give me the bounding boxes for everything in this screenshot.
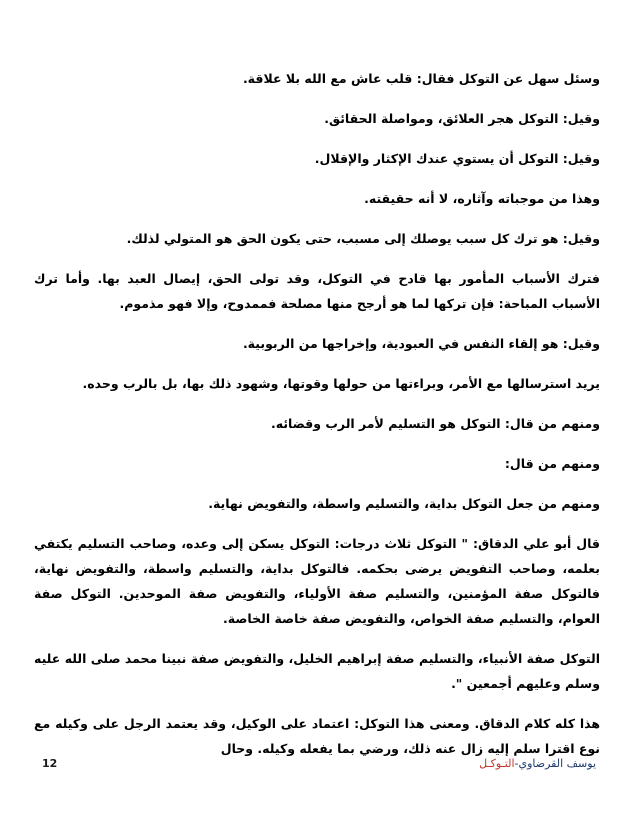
paragraph-7: وقيل: هو إلقاء النفس في العبودية، وإخراجها من الربوبية. [242, 336, 600, 351]
paragraph-11: ومنهم من جعل التوكل بداية، والتسليم واسطة، والتفويض نهاية. [208, 496, 600, 511]
page-body [34, 66, 600, 776]
footer-author: يوسف القرضاوي [518, 757, 596, 770]
page-number: 12 [42, 757, 58, 770]
paragraph-6: فترك الأسباب المأمور بها قادح في التوكل، وقد تولى الحق، إيصال العبد بها. وأما ترك الأسباب المباحة: فإن تركها لما هو أرجح منها مصلحة فممدوح، وإلا فهو مذموم. [34, 271, 600, 311]
footer-separator: - [514, 757, 519, 770]
paragraph-1: وسئل سهل عن التوكل فقال: قلب عاش مع الله بلا علاقة. [242, 71, 600, 86]
paragraph-13: التوكل صفة الأنبياء، والتسليم صفة إبراهيم الخليل، والتفويض صفة نبينا محمد صلى الله عليه وسلم وعليهم أجمعين ". [34, 651, 600, 691]
paragraph-9: ومنهم من قال: التوكل هو التسليم لأمر الرب وقضائه. [271, 416, 600, 431]
page-footer [34, 757, 604, 777]
footer-book-title: التـوكـل [479, 757, 515, 770]
paragraph-8: يريد استرسالها مع الأمر، وبراءتها من حولها وقوتها، وشهود ذلك بها، بل بالرب وحده. [82, 376, 600, 391]
paragraph-3: وقيل: التوكل أن يستوي عندك الإكثار والإقلال. [314, 151, 600, 166]
paragraph-5: وقيل: هو ترك كل سبب يوصلك إلى مسبب، حتى يكون الحق هو المتولي لذلك. [126, 231, 600, 246]
paragraph-12: قال أبو علي الدقاق: " التوكل ثلاث درجات: التوكل يسكن إلى وعده، وصاحب التسليم يكتفي بعلمه، وصاحب التفويض يرضى بحكمه. فالتوكل بداية، والتسليم واسطة، والتفويض نهاية، فالتوكل صفة المؤمنين، والتسليم صفة الأولياء، والتفويض صفة الموحدين. التوكل صفة العوام، والتسليم صفة الخواص، والتفويض صفة خاصة الخاصة. [34, 536, 600, 626]
paragraph-4: وهذا من موجباته وآثاره، لا أنه حقيقته. [364, 191, 600, 206]
paragraph-14: هذا كله كلام الدقاق. ومعنى هذا التوكل: اعتماد على الوكيل، وقد يعتمد الرجل على وكيله مع نوع اقترا سلم إليه زال عنه ذلك، ورضي بما يفعله وكيله. وحال [34, 716, 600, 756]
footer-credit [479, 757, 596, 770]
paragraph-2: وقيل: التوكل هجر العلائق، ومواصلة الحقائق. [324, 111, 600, 126]
paragraph-10: ومنهم من قال: [504, 456, 600, 471]
